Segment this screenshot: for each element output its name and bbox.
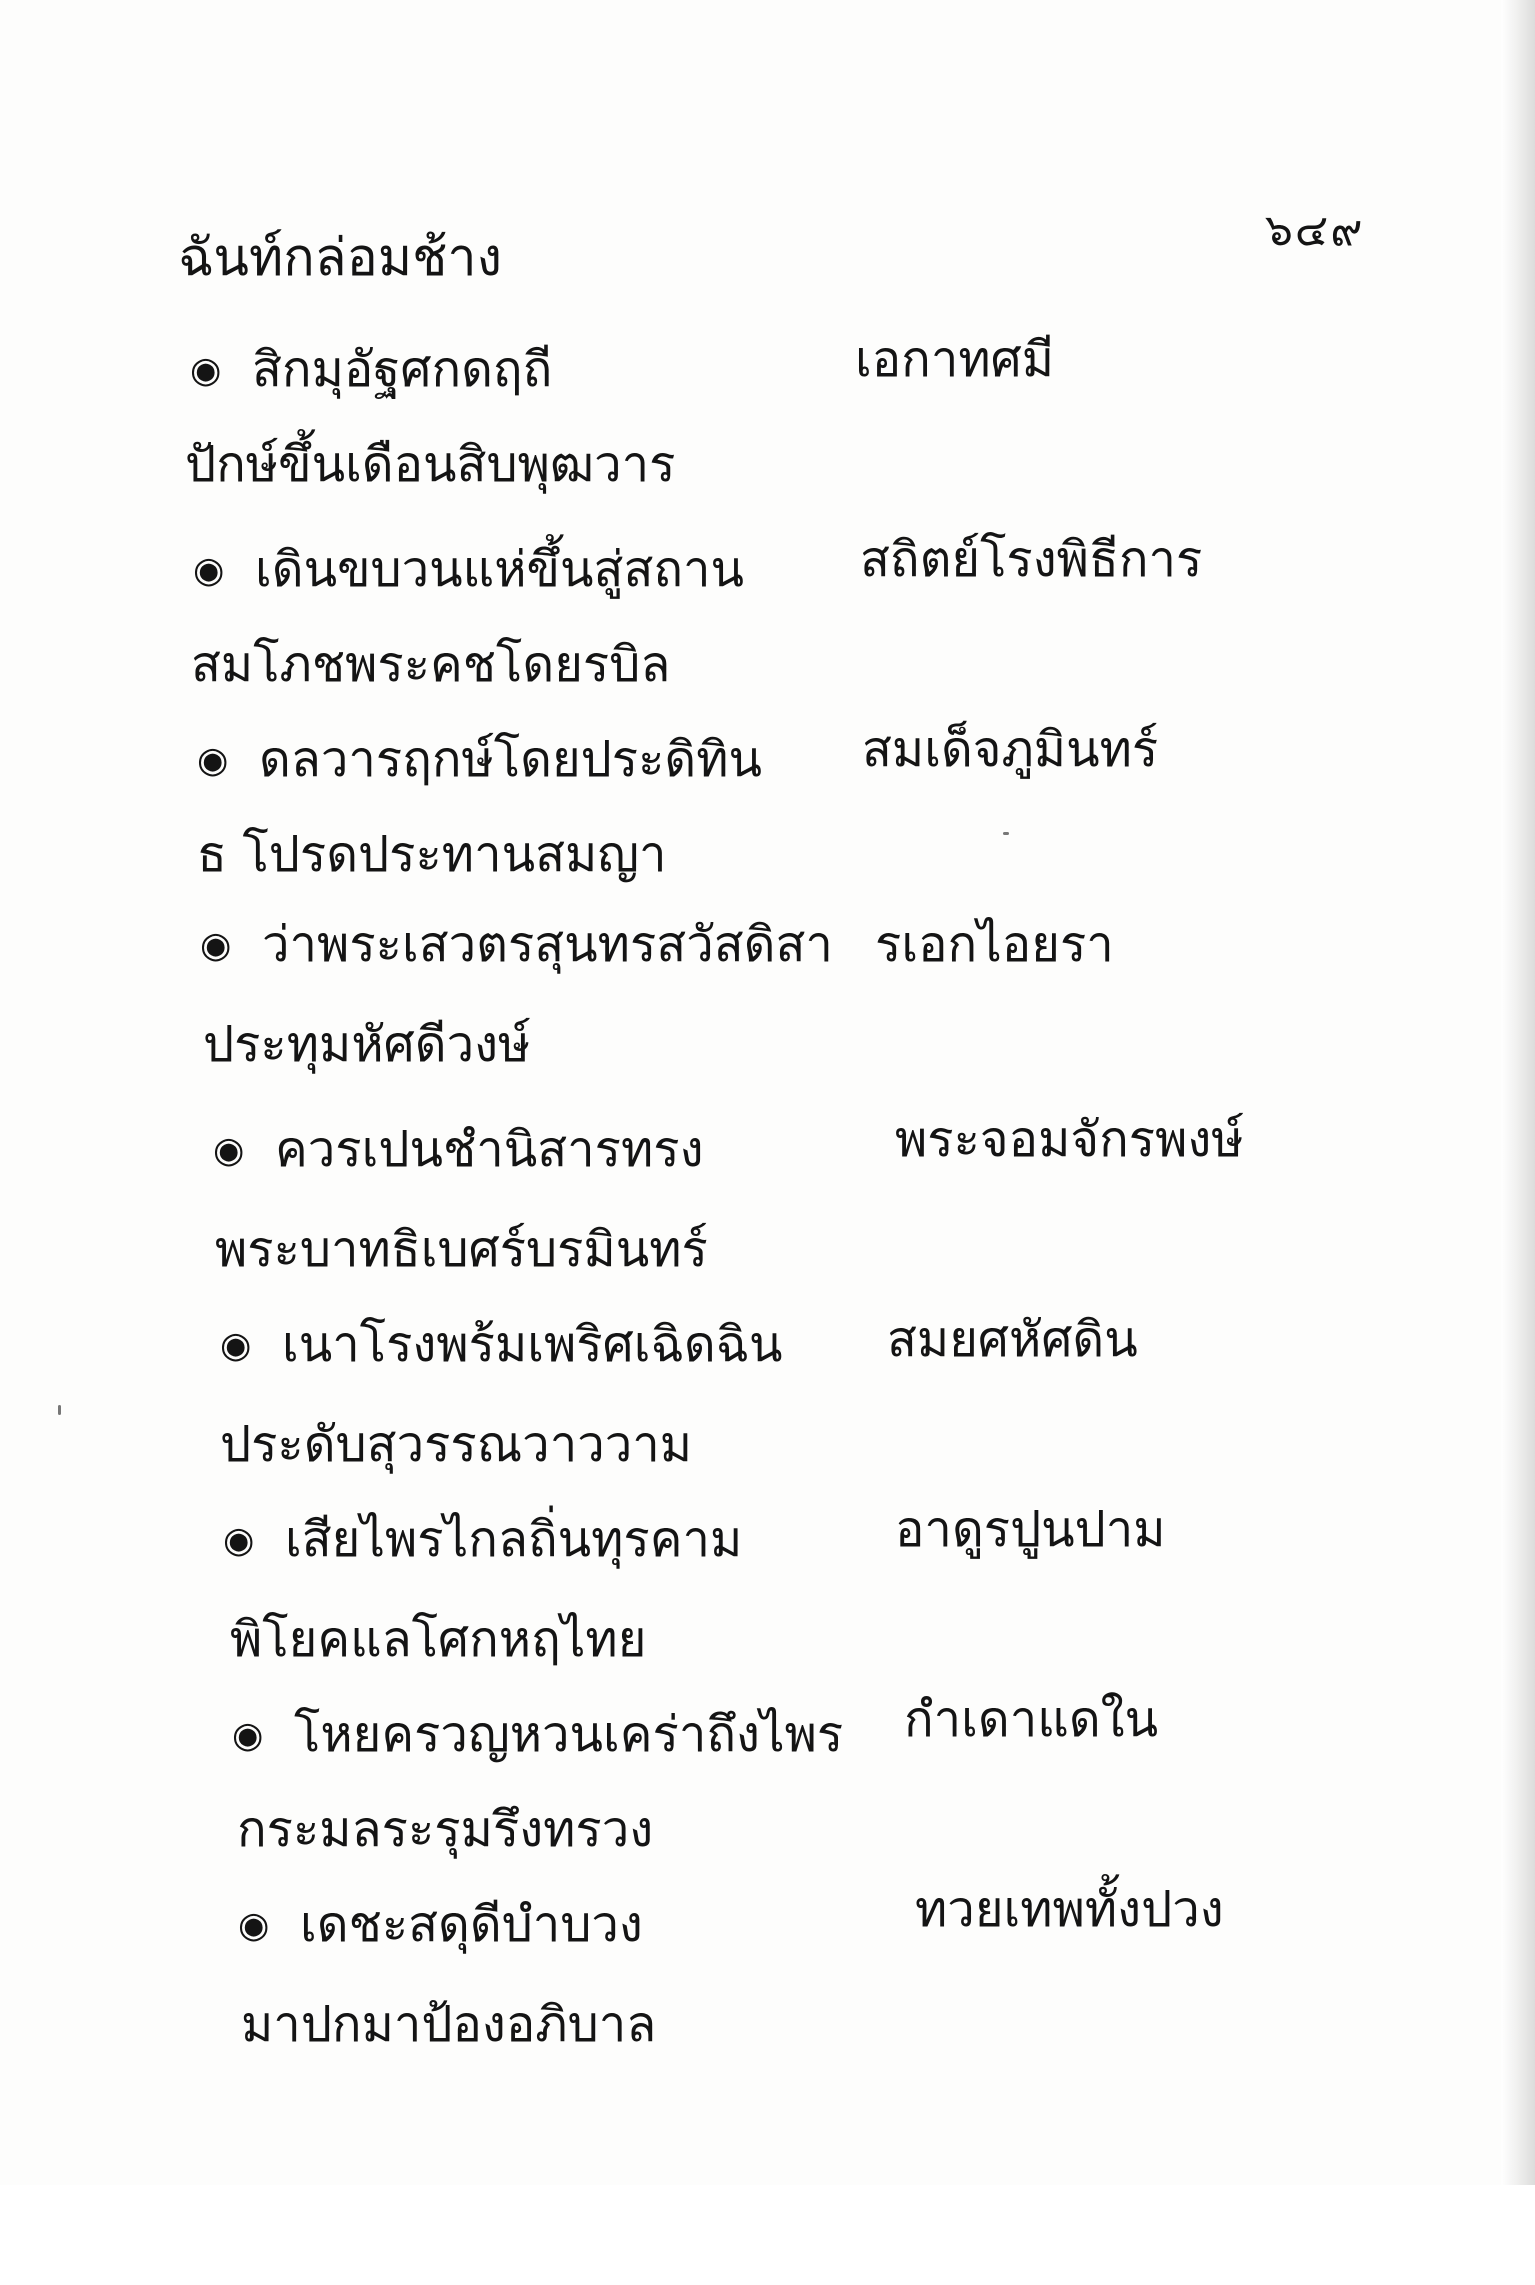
stanza-right-phrase: สถิตย์โรงพิธีการ (860, 531, 1203, 588)
stanza-continuation: ปักษ์ขึ้นเดือนสิบพุฒวาร (185, 436, 676, 493)
stanza-first-line (223, 1500, 742, 1578)
stanza-marker-icon: ◉ (232, 1715, 264, 1756)
stanza-first-line (197, 720, 762, 798)
stanza-left-phrase: โหยครวญหวนเคร่าถึงไพร (294, 1706, 844, 1763)
stanza-right-phrase: กำเดาแดใน (904, 1691, 1159, 1748)
stanza-marker-icon: ◉ (197, 740, 229, 781)
stanza-first-line (200, 905, 833, 983)
poem-title: ฉันท์กล่อมช้าง (178, 228, 502, 288)
stanza-marker-icon: ◉ (223, 1520, 255, 1561)
stanza-first-line (238, 1885, 643, 1963)
stanza-continuation: พระบาทธิเบศร์บรมินทร์ (215, 1221, 708, 1278)
print-speck (1003, 832, 1009, 835)
stanza-first-line (213, 1110, 704, 1188)
stanza-first-line (193, 530, 744, 608)
stanza-continuation: สมโภชพระคชโดยรบิล (191, 636, 671, 693)
stanza-continuation: พิโยคแลโศกหฤไทย (230, 1611, 647, 1668)
stanza-marker-icon: ◉ (193, 550, 225, 591)
stanza-right-phrase: ทวยเทพทั้งปวง (915, 1881, 1224, 1938)
stanza-first-line (190, 330, 552, 408)
print-speck (58, 1405, 61, 1415)
stanza-marker-icon: ◉ (220, 1325, 252, 1366)
stanza-continuation: ประดับสุวรรณวาววาม (220, 1416, 693, 1473)
stanza-left-phrase: สิกมุอัฐศกดฤถี (252, 341, 553, 398)
stanza-right-phrase: อาดูรปูนปาม (895, 1501, 1166, 1558)
stanza-continuation: กระมลระรุมรึงทรวง (237, 1801, 654, 1858)
stanza-right-phrase: เอกาทศมี (855, 331, 1055, 388)
stanza-left-phrase: ว่าพระเสวตรสุนทรสวัสดิสา (262, 916, 833, 973)
stanza-left-phrase: ดลวารฤกษ์โดยประดิทิน (259, 731, 763, 788)
stanza-left-phrase: เดินขบวนแห่ขึ้นสู่สถาน (255, 541, 745, 598)
stanza (238, 1881, 1388, 2285)
stanza-continuation: ประทุมหัศดีวงษ์ (203, 1016, 531, 1073)
stanza-right-phrase: พระจอมจักรพงษ์ (895, 1111, 1244, 1168)
stanza-first-line (220, 1305, 783, 1383)
stanza-continuation: มาปกมาป้องอภิบาล (241, 1996, 657, 2053)
stanza-right-phrase: สมเด็จภูมินทร์ (862, 721, 1159, 778)
stanza-left-phrase: ควรเปนชำนิสารทรง (275, 1121, 704, 1178)
stanza-left-phrase: เดชะสดุดีบำบวง (300, 1896, 643, 1953)
stanza-right-phrase: สมยศหัศดิน (887, 1311, 1138, 1368)
stanza-marker-icon: ◉ (200, 925, 232, 966)
page-number: ๖๔๙ (1265, 205, 1365, 256)
stanza-left-phrase: เสียไพรไกลถิ่นทุรคาม (285, 1511, 743, 1568)
stanza-right-phrase: รเอกไอยรา (875, 916, 1114, 973)
stanza-marker-icon: ◉ (213, 1130, 245, 1171)
stanza-marker-icon: ◉ (238, 1905, 270, 1946)
stanza-left-phrase: เนาโรงพร้มเพริศเฉิดฉิน (282, 1316, 783, 1373)
stanza-marker-icon: ◉ (190, 350, 222, 391)
stanza-first-line (232, 1695, 843, 1773)
page-edge-shadow (1501, 0, 1535, 2185)
stanza-continuation: ธ โปรดประทานสมญา (197, 826, 667, 883)
